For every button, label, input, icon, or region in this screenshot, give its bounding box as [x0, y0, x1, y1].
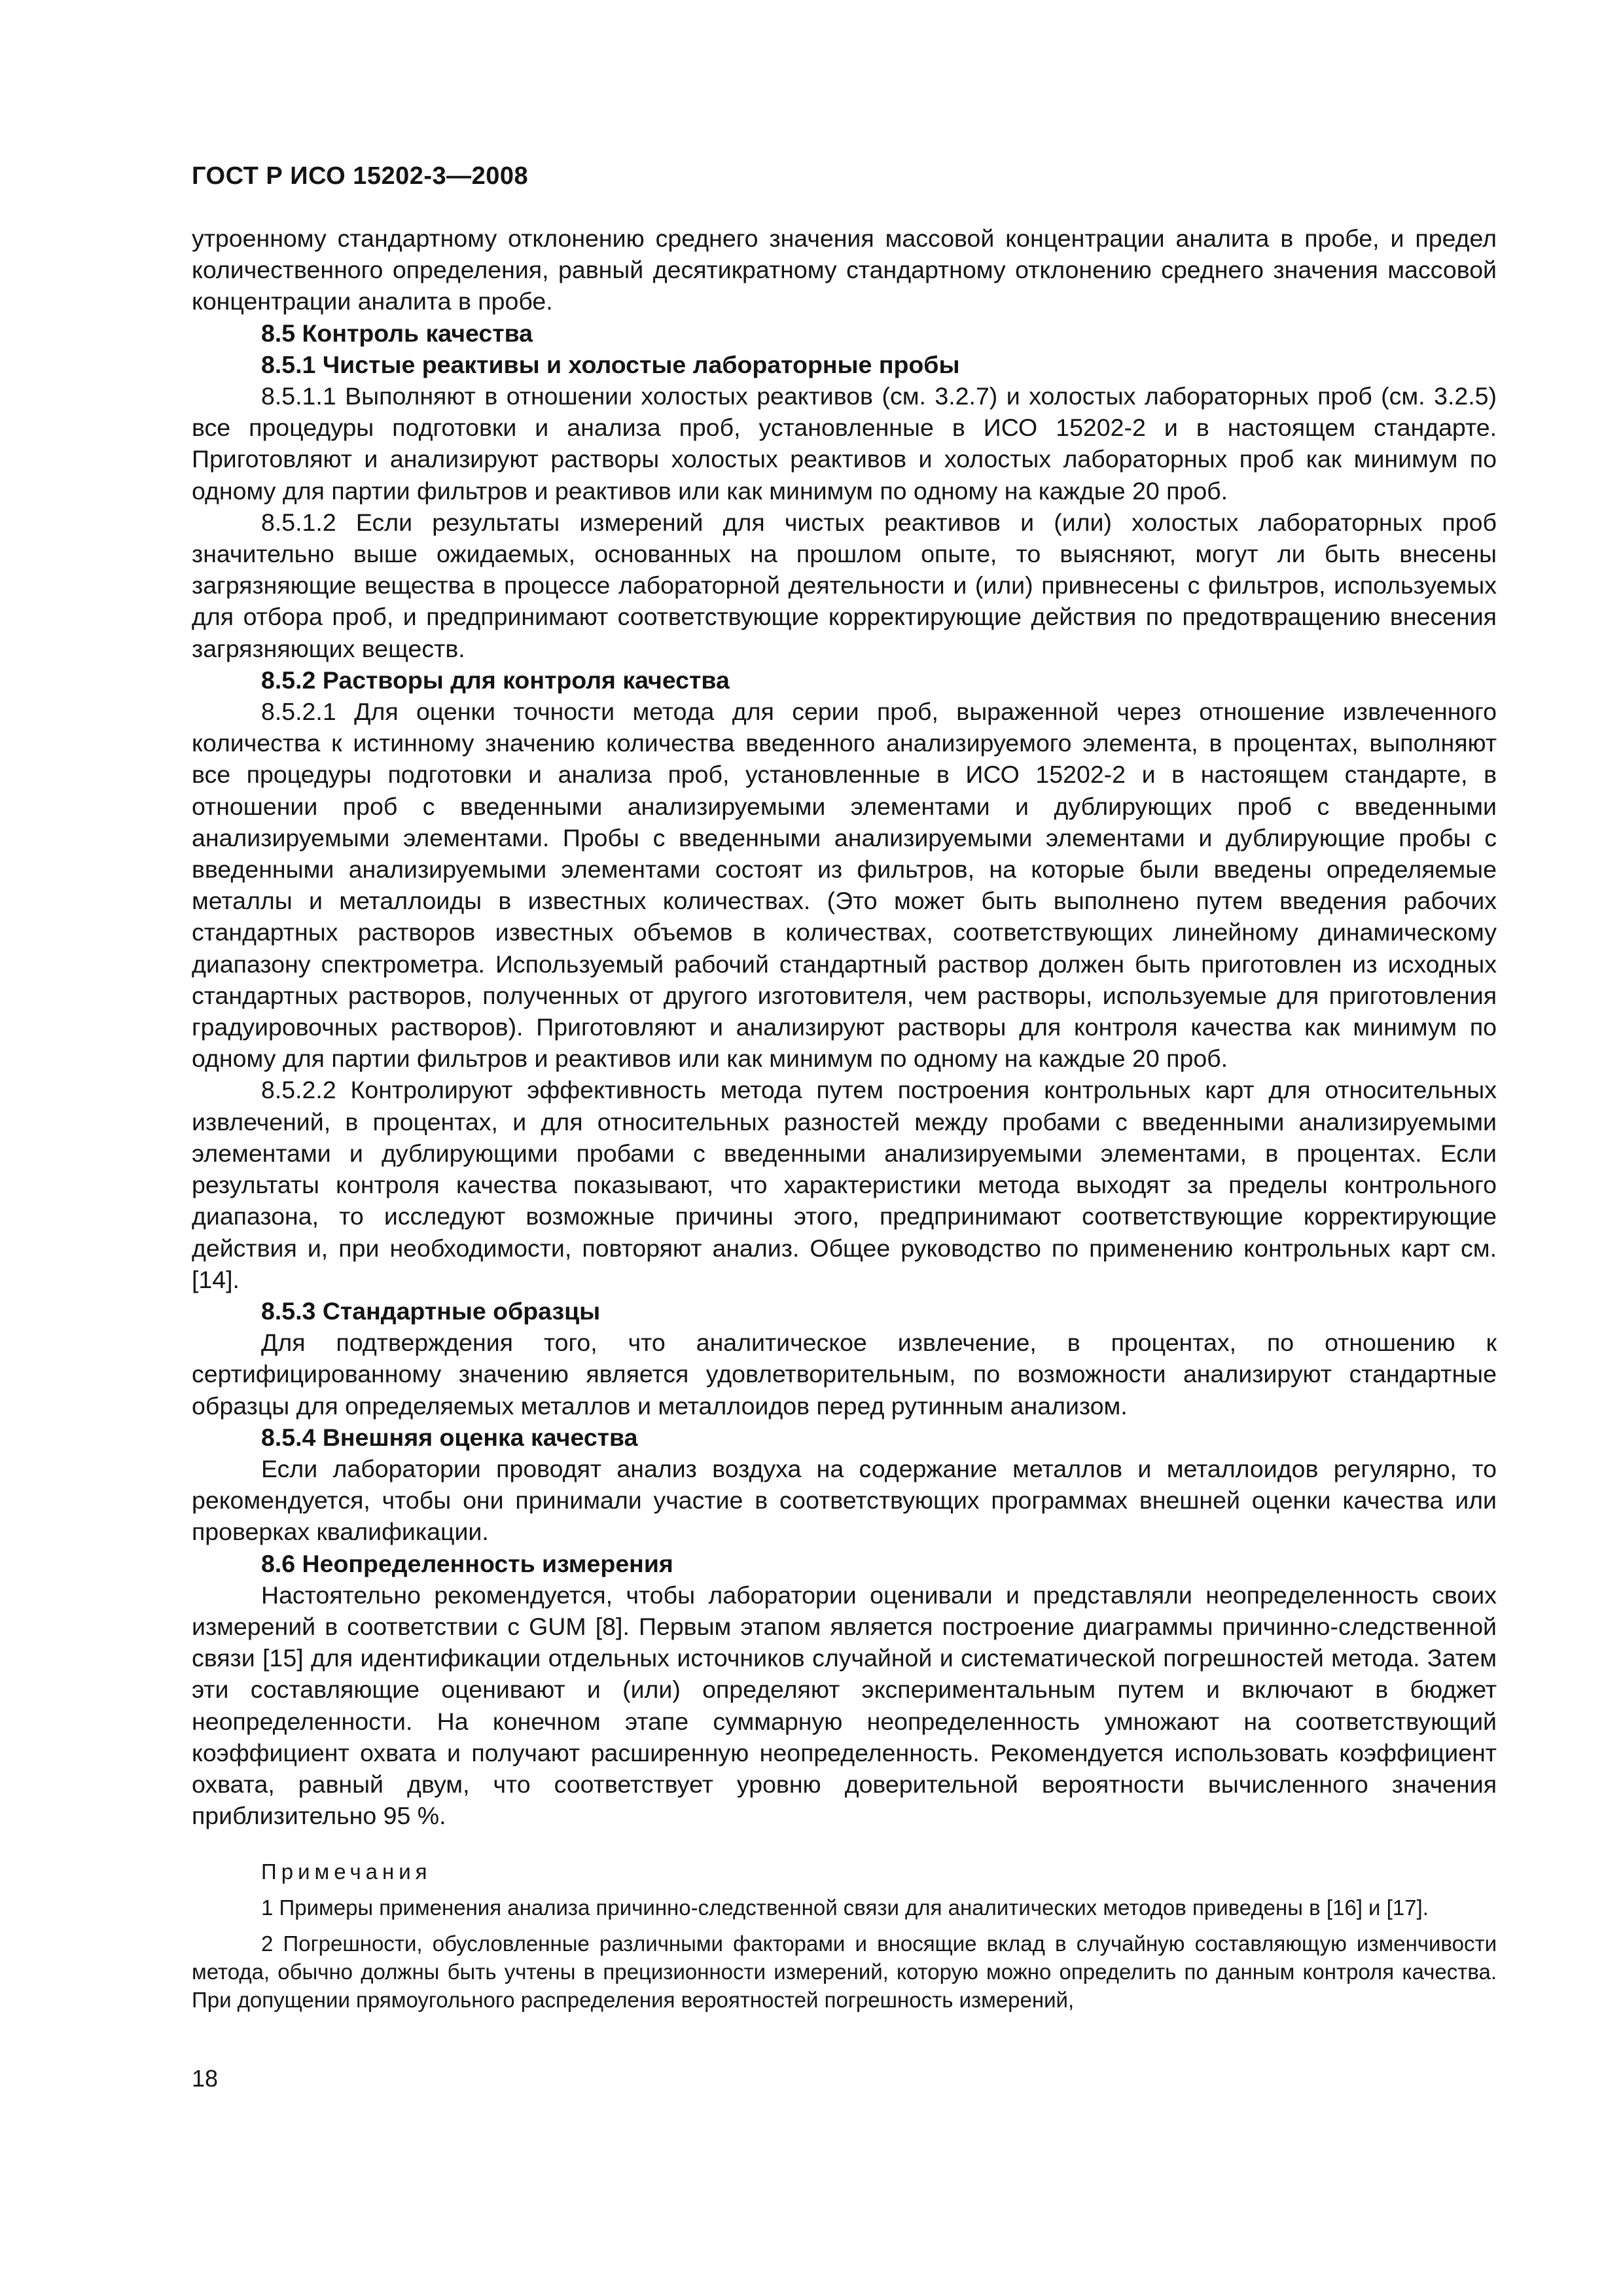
heading-8-5-3: 8.5.3 Стандартные образцы	[261, 1297, 601, 1325]
paragraph-continued: утроенному стандартному отклонению среднего значения массовой концентрации аналита в пробе, и предел количественного определения, равный десятикратному стандартному отклонению среднего значения массовой концентрации аналита в пробе.	[192, 224, 1497, 315]
heading-8-5: 8.5 Контроль качества	[261, 319, 533, 347]
heading-8-6: 8.6 Неопределенность измерения	[261, 1549, 673, 1577]
main-text	[192, 223, 1497, 1831]
standard-header: ГОСТ Р ИСО 15202-3—2008	[192, 162, 529, 190]
paragraph-8-5-2-2: 8.5.2.2 Контролируют эффективность метода путем построения контрольных карт для относительных извлечений, в процентах, и для относительных разностей между пробами с введенными анализируемыми элементами и дублирующими пробами с введенными анализируемыми элементами, в процентах. Если результаты контроля качества показывают, что характеристики метода выходят за пределы контрольного диапазона, то исследуют возможные причины этого, предпринимают соответствующие корректирующие действия и, при необходимости, повторяют анализ. Общее руководство по применению контрольных карт см. [14].	[192, 1076, 1497, 1293]
heading-8-5-2: 8.5.2 Растворы для контроля качества	[261, 666, 730, 694]
paragraph-8-5-3: Для подтверждения того, что аналитическое извлечение, в процентах, по отношению к сертифицированному значению является удовлетворительным, по возможности анализируют стандартные образцы для определяемых металлов и металлоидов перед рутинным анализом.	[192, 1329, 1497, 1420]
heading-8-5-4: 8.5.4 Внешняя оценка качества	[261, 1423, 638, 1451]
paragraph-8-6: Настоятельно рекомендуется, чтобы лаборатории оценивали и представляли неопределенность своих измерений в соответствии с GUM [8]. Первым этапом является построение диаграммы причинно-следственной связи [15] для идентификации отдельных источников случайной и систематической погрешностей метода. Затем эти составляющие оценивают и (или) определяют экспериментальным путем и включают в бюджет неопределенности. На конечном этапе суммарную неопределенность умножают на соответствующий коэффициент охвата и получают расширенную неопределенность. Рекомендуется использовать коэффициент охвата, равный двум, что соответствует уровню доверительной вероятности вычисленного значения приблизительно 95 %.	[192, 1581, 1497, 1830]
note-1: 1 Примеры применения анализа причинно-следственной связи для аналитических методов приведены в [16] и [17].	[261, 1895, 1429, 1920]
notes-section	[192, 1857, 1497, 2014]
notes-title: Примечания	[261, 1859, 432, 1884]
page-number: 18	[192, 2065, 219, 2092]
note-2: 2 Погрешности, обусловленные различными факторами и вносящие вклад в случайную составляющую изменчивости метода, обычно должны быть учтены в прецизионности измерений, которую можно определить по данным контроля качества. При допущении прямоугольного распределения вероятностей погрешность измерений,	[192, 1931, 1497, 2012]
paragraph-8-5-1-2: 8.5.1.2 Если результаты измерений для чистых реактивов и (или) холостых лабораторных проб значительно выше ожидаемых, основанных на прошлом опыте, то выясняют, могут ли быть внесены загрязняющие вещества в процессе лабораторной деятельности и (или) привнесены с фильтров, используемых для отбора проб, и предпринимают соответствующие корректирующие действия по предотвращению внесения загрязняющих веществ.	[192, 508, 1497, 662]
paragraph-8-5-1-1: 8.5.1.1 Выполняют в отношении холостых реактивов (см. 3.2.7) и холостых лабораторных проб (см. 3.2.5) все процедуры подготовки и анализа проб, установленные в ИСО 15202-2 и в настоящем стандарте. Приготовляют и анализируют растворы холостых реактивов и холостых лабораторных проб как минимум по одному для партии фильтров и реактивов или как минимум по одному на каждые 20 проб.	[192, 382, 1497, 505]
heading-8-5-1: 8.5.1 Чистые реактивы и холостые лабораторные пробы	[261, 350, 960, 378]
paragraph-8-5-2-1: 8.5.2.1 Для оценки точности метода для серии проб, выраженной через отношение извлеченного количества к истинному значению количества введенного анализируемого элемента, в процентах, выполняют все процедуры подготовки и анализа проб, установленные в ИСО 15202-2 и в настоящем стандарте, в отношении проб с введенными анализируемыми элементами и дублирующих проб с введенными анализируемыми элементами. Пробы с введенными анализируемыми элементами и дублирующие пробы с введенными анализируемыми элементами состоят из фильтров, на которые были введены определяемые металлы и металлоиды в известных количествах. (Это может быть выполнено путем введения рабочих стандартных растворов известных объемов в количествах, соответствующих линейному динамическому диапазону спектрометра. Используемый рабочий стандартный раствор должен быть приготовлен из исходных стандартных растворов, полученных от другого изготовителя, чем растворы, используемые для приготовления градуировочных растворов). Приготовляют и анализируют растворы для контроля качества как минимум по одному для партии фильтров и реактивов или как минимум по одному на каждые 20 проб.	[192, 698, 1497, 1073]
paragraph-8-5-4: Если лаборатории проводят анализ воздуха на содержание металлов и металлоидов регулярно, то рекомендуется, чтобы они принимали участие в соответствующих программах внешней оценки качества или проверках квалификации.	[192, 1454, 1497, 1546]
